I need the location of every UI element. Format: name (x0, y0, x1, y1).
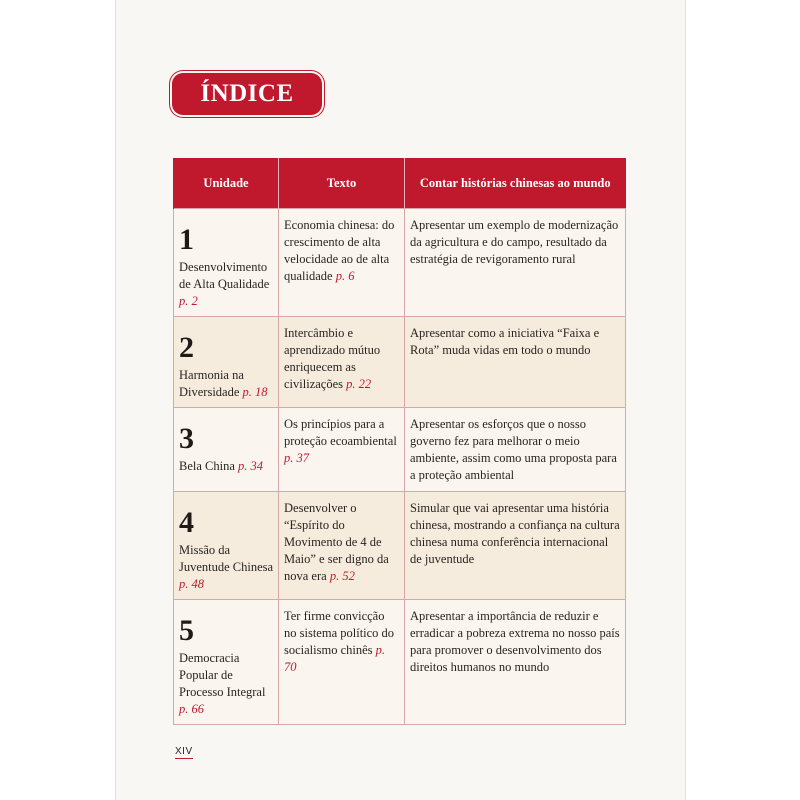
text-cell (279, 600, 405, 725)
text-title: Ter firme convicção no sistema político do socialismo chinês (284, 609, 395, 657)
text-page-link[interactable]: p. 37 (284, 451, 309, 465)
unit-page-link[interactable]: p. 2 (179, 294, 198, 308)
story-cell (405, 209, 626, 317)
table-row (174, 600, 626, 725)
unit-cell (174, 317, 279, 408)
text-title: Economia chinesa: do crescimento de alta velocidade ao de alta qualidade (284, 218, 395, 283)
unit-number: 4 (179, 506, 194, 539)
unit-page-link[interactable]: p. 18 (242, 385, 268, 399)
text-cell (279, 209, 405, 317)
unit-page-link[interactable]: p. 34 (238, 459, 264, 473)
header-texto: Texto (279, 158, 405, 209)
text-page-link[interactable]: p. 6 (335, 269, 355, 283)
unit-title: Desenvolvimento de Alta Qualidade (179, 260, 270, 291)
story-cell (405, 317, 626, 408)
text-page-link[interactable]: p. 70 (284, 643, 386, 674)
table-row (174, 317, 626, 408)
header-historias: Contar histórias chinesas ao mundo (405, 158, 626, 209)
header-unidade: Unidade (174, 158, 279, 209)
story-text: Simular que vai apresentar uma história chinesa, mostrando a confiança na cultura chinesa numa conferência internacional de juventude (410, 501, 620, 566)
story-cell (405, 408, 626, 492)
text-page-link[interactable]: p. 52 (329, 569, 355, 583)
unit-number: 5 (179, 614, 194, 647)
story-text: Apresentar como a iniciativa “Faixa e Rota” muda vidas em todo o mundo (410, 326, 600, 357)
table-row (174, 209, 626, 317)
page-title: ÍNDICE (172, 73, 322, 115)
unit-page-link[interactable]: p. 48 (179, 577, 204, 591)
index-table (173, 158, 626, 725)
story-cell (405, 492, 626, 600)
unit-cell (174, 600, 279, 725)
text-page-link[interactable]: p. 22 (346, 377, 372, 391)
text-title: Os princípios para a proteção ecoambiental (284, 417, 397, 448)
text-cell (279, 317, 405, 408)
unit-number: 3 (179, 422, 194, 455)
unit-number: 1 (179, 223, 194, 256)
unit-title: Democracia Popular de Processo Integral (179, 651, 266, 699)
page-number: XIV (175, 746, 193, 757)
story-text: Apresentar os esforços que o nosso governo fez para melhorar o meio ambiente, assim como uma proposta para a proteção ambiental (410, 417, 617, 482)
unit-cell (174, 209, 279, 317)
unit-title: Missão da Juventude Chinesa (179, 543, 274, 574)
unit-page-link[interactable]: p. 66 (179, 702, 204, 716)
story-text: Apresentar a importância de reduzir e erradicar a pobreza extrema no nosso país para promover o desenvolvimento dos direitos humanos no mundo (410, 609, 620, 674)
unit-cell (174, 408, 279, 492)
text-title: Intercâmbio e aprendizado mútuo enriquecem as civilizações (284, 326, 381, 391)
text-cell (279, 408, 405, 492)
unit-number: 2 (179, 331, 194, 364)
table-row (174, 408, 626, 492)
table-header-row (174, 158, 626, 209)
unit-title: Harmonia na Diversidade (179, 368, 244, 399)
story-cell (405, 600, 626, 725)
story-text: Apresentar um exemplo de modernização da agricultura e do campo, resultado da estratégia de revigoramento rural (410, 218, 619, 266)
text-cell (279, 492, 405, 600)
text-title: Desenvolver o “Espírito do Movimento de 4 de Maio” e ser digno da nova era (284, 501, 389, 583)
unit-title: Bela China (179, 459, 235, 473)
unit-cell (174, 492, 279, 600)
table-row (174, 492, 626, 600)
